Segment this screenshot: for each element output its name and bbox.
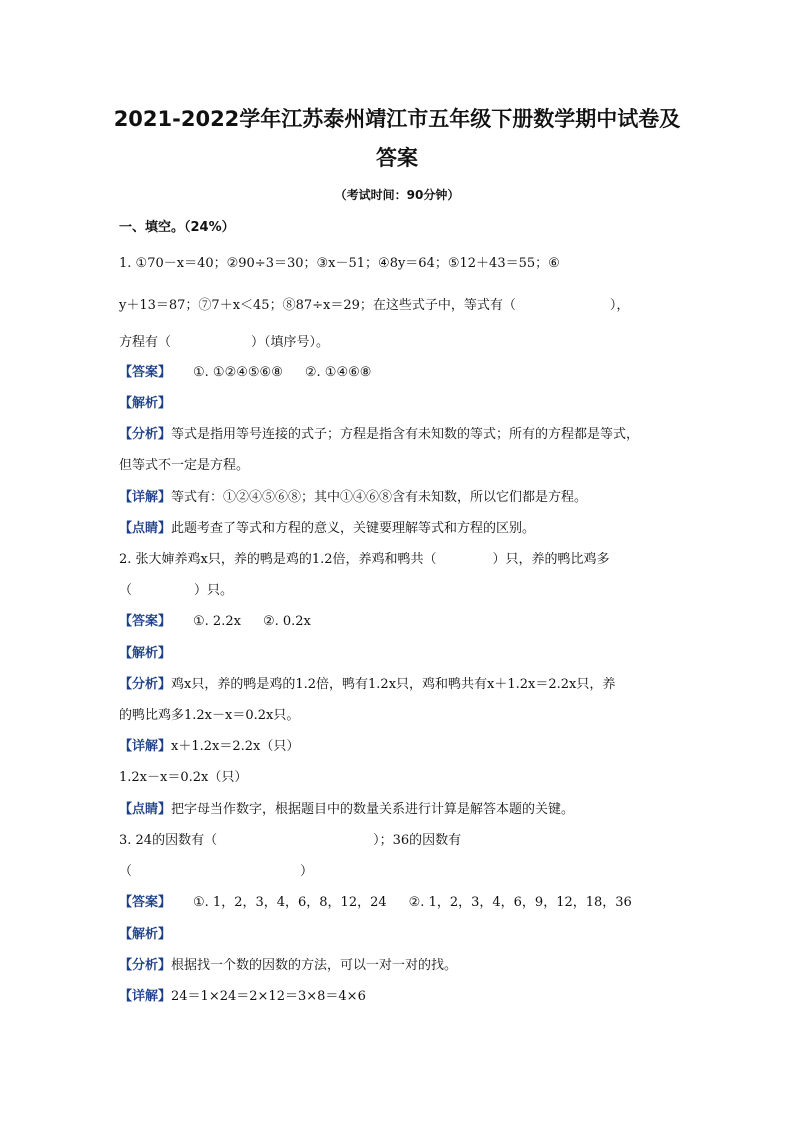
q2-answer xyxy=(119,612,679,632)
q2-fenxi-2: 的鸭比鸡多1.2x－x＝0.2x只。 xyxy=(119,708,300,723)
q2-line-1-end: ）只，养的鸭比鸡多 xyxy=(492,552,610,567)
q2-line-2 xyxy=(119,581,679,601)
q2-answer-2: ②. 0.2x xyxy=(262,614,311,629)
q3-line-2-text: （ xyxy=(119,864,133,879)
q3-line-2-end: ） xyxy=(300,864,314,879)
xiangjie-tag: 【详解】 xyxy=(119,989,172,1004)
answer-tag: 【答案】 xyxy=(119,895,172,910)
q3-line-1-end: ）；36的因数有 xyxy=(373,833,462,848)
section-heading: 一、填空。（24%） xyxy=(119,220,235,235)
q2-line-2-end: ）只。 xyxy=(194,583,234,598)
q1-answer-2: ②. ①④⑥⑧ xyxy=(304,365,372,380)
q2-fenxi-1 xyxy=(119,675,679,695)
q1-line-2 xyxy=(119,296,679,316)
q1-line-3-end: ）（填序号）。 xyxy=(251,335,330,350)
dianjing-tag: 【点睛】 xyxy=(119,802,172,817)
q1-xiangjie xyxy=(119,488,679,508)
q3-xiangjie xyxy=(119,987,679,1007)
exam-time: （考试时间：90分钟） xyxy=(334,188,460,202)
q2-fenxi-text-1: 鸡x只，养的鸭是鸡的1.2倍，鸭有1.2x只，鸡和鸭共有x＋1.2x＝2.2x只，养 xyxy=(171,677,616,692)
xiangjie-tag: 【详解】 xyxy=(119,739,172,754)
document-title-line-1: 2021-2022学年江苏泰州靖江市五年级下册数学期中试卷及 xyxy=(113,107,681,131)
q2-xiangjie-1 xyxy=(119,737,679,757)
q2-xiangjie-text-1: x＋1.2x＝2.2x（只） xyxy=(171,739,300,754)
q2-line-1-text: 2. 张大婶养鸡x只，养的鸭是鸡的1.2倍，养鸡和鸭共（ xyxy=(119,552,437,567)
answer-tag: 【答案】 xyxy=(119,365,172,380)
q1-xiangjie-text: 等式有：①②④⑤⑥⑧；其中①④⑥⑧含有未知数，所以它们都是方程。 xyxy=(171,490,588,505)
q1-jiexi-tag: 【解析】 xyxy=(119,396,172,411)
answer-tag: 【答案】 xyxy=(119,614,172,629)
q1-fenxi-2: 但等式不一定是方程。 xyxy=(119,458,250,473)
q1-fenxi-1 xyxy=(119,425,679,445)
q3-xiangjie-text: 24＝1×24＝2×12＝3×8＝4×6 xyxy=(171,989,366,1004)
xiangjie-tag: 【详解】 xyxy=(119,490,172,505)
q3-fenxi-text: 根据找一个数的因数的方法，可以一对一对的找。 xyxy=(171,958,458,973)
q3-answer xyxy=(119,893,679,913)
q1-dianjing-text: 此题考查了等式和方程的意义，关键要理解等式和方程的区别。 xyxy=(171,521,536,536)
q2-xiangjie-2: 1.2x－x＝0.2x（只） xyxy=(119,770,248,785)
q3-line-2 xyxy=(119,862,679,882)
q2-jiexi-tag: 【解析】 xyxy=(119,646,172,661)
q3-fenxi xyxy=(119,956,679,976)
q1-answer xyxy=(119,363,679,383)
q1-answer-1: ①. ①②④⑤⑥⑧ xyxy=(193,365,283,380)
q1-line-2-text: y＋13＝87；⑦7＋x＜45；⑧87÷x＝29；在这些式子中，等式有（ xyxy=(119,298,516,313)
q3-line-1-text: 3. 24的因数有（ xyxy=(119,833,218,848)
q1-line-3 xyxy=(119,333,679,353)
q2-dianjing xyxy=(119,800,679,820)
q2-line-1 xyxy=(119,550,679,570)
fenxi-tag: 【分析】 xyxy=(119,427,172,442)
q1-line-2-end: ）， xyxy=(609,298,630,313)
q3-jiexi-tag: 【解析】 xyxy=(119,927,172,942)
q3-answer-2: ②. 1，2，3，4，6，9，12，18，36 xyxy=(408,895,632,910)
q1-dianjing xyxy=(119,519,679,539)
document-title-line-2: 答案 xyxy=(376,146,418,170)
q2-answer-1: ①. 2.2x xyxy=(193,614,241,629)
q1-line-1: 1. ①70－x＝40；②90÷3＝30；③x－51；④8y＝64；⑤12＋43＝55；⑥ xyxy=(119,256,560,271)
q3-answer-1: ①. 1，2，3，4，6，8，12，24 xyxy=(193,895,387,910)
q2-dianjing-text: 把字母当作数字，根据题目中的数量关系进行计算是解答本题的关键。 xyxy=(171,802,575,817)
q2-line-2-text: （ xyxy=(119,583,133,598)
q1-line-3-text: 方程有（ xyxy=(119,335,172,350)
dianjing-tag: 【点睛】 xyxy=(119,521,172,536)
q3-line-1 xyxy=(119,831,679,851)
q1-fenxi-text-1: 等式是指用等号连接的式子；方程是指含有未知数的等式；所有的方程都是等式， xyxy=(171,427,640,442)
fenxi-tag: 【分析】 xyxy=(119,958,172,973)
fenxi-tag: 【分析】 xyxy=(119,677,172,692)
